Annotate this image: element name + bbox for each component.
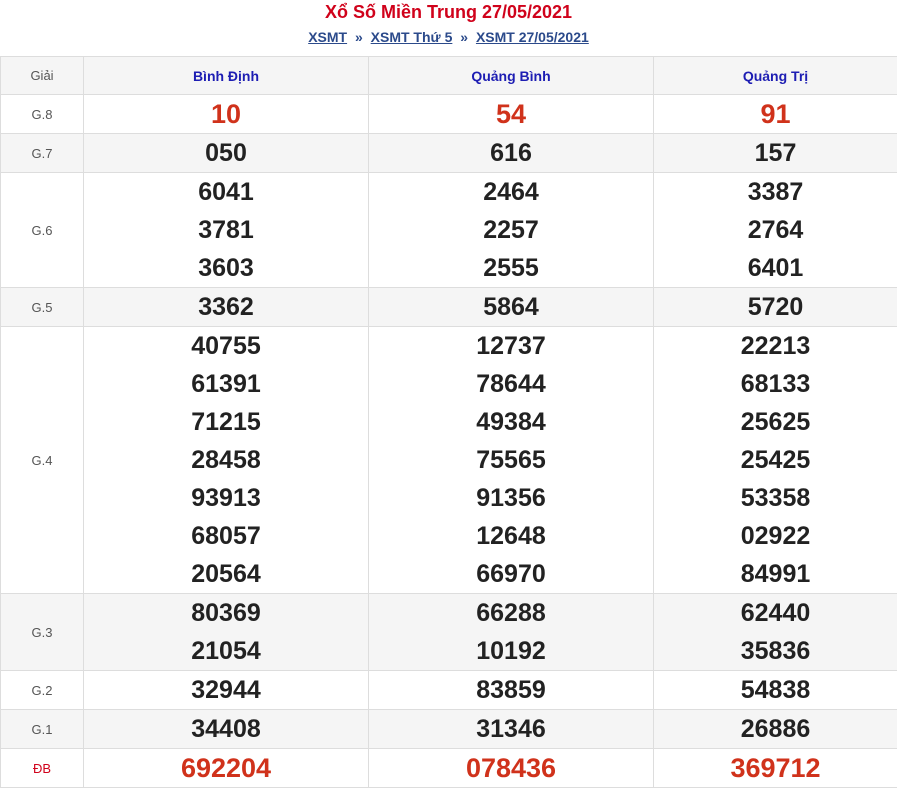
prize-cell-quang-binh bbox=[369, 749, 654, 788]
province-header-quang-tri[interactable]: Quảng Trị bbox=[654, 57, 897, 95]
prize-number: 10192 bbox=[476, 637, 546, 665]
prize-number: 61391 bbox=[191, 370, 261, 398]
results-table bbox=[0, 56, 897, 788]
breadcrumb-link-xsmt[interactable]: XSMT bbox=[308, 29, 348, 45]
prize-number: 157 bbox=[754, 139, 797, 167]
prize-number: 25425 bbox=[740, 446, 811, 474]
province-header-quang-binh[interactable]: Quảng Bình bbox=[369, 57, 654, 95]
prize-number: 369712 bbox=[730, 753, 821, 783]
prize-row bbox=[1, 288, 897, 327]
prize-cell-binh-dinh bbox=[84, 288, 369, 327]
prize-cell-quang-tri bbox=[654, 710, 897, 749]
prize-number: 12648 bbox=[476, 522, 546, 550]
prize-number: 6401 bbox=[747, 254, 804, 282]
prize-number: 3781 bbox=[198, 216, 254, 244]
prize-number: 3362 bbox=[198, 293, 254, 321]
prize-label: ĐB bbox=[1, 749, 84, 788]
prize-number: 54 bbox=[495, 99, 527, 129]
prize-number: 78644 bbox=[476, 370, 546, 398]
prize-row bbox=[1, 327, 897, 594]
prize-cell-binh-dinh bbox=[84, 134, 369, 173]
prize-column-header: Giải bbox=[1, 57, 84, 95]
prize-number: 12737 bbox=[476, 332, 546, 360]
prize-cell-binh-dinh bbox=[84, 95, 369, 134]
prize-number: 050 bbox=[205, 139, 247, 167]
prize-label: G.2 bbox=[1, 671, 84, 710]
prize-cell-quang-binh bbox=[369, 594, 654, 671]
prize-number: 91 bbox=[760, 99, 791, 129]
prize-cell-quang-tri bbox=[654, 134, 897, 173]
prize-number: 3603 bbox=[198, 254, 254, 282]
prize-number: 31346 bbox=[476, 715, 546, 743]
breadcrumb-separator: » bbox=[354, 29, 363, 45]
prize-number: 21054 bbox=[191, 637, 261, 665]
prize-number: 6041 bbox=[198, 178, 254, 206]
prize-number: 54838 bbox=[740, 676, 811, 704]
prize-number: 28458 bbox=[191, 446, 261, 474]
prize-number: 2764 bbox=[747, 216, 804, 244]
prize-number: 078436 bbox=[465, 753, 557, 783]
prize-cell-binh-dinh bbox=[84, 671, 369, 710]
prize-number: 66970 bbox=[476, 560, 546, 588]
prize-cell-binh-dinh bbox=[84, 710, 369, 749]
breadcrumb-separator: » bbox=[460, 29, 469, 45]
prize-cell-binh-dinh bbox=[84, 327, 369, 594]
prize-cell-binh-dinh bbox=[84, 749, 369, 788]
prize-number: 22213 bbox=[740, 332, 811, 360]
prize-number: 91356 bbox=[476, 484, 546, 512]
prize-number: 68057 bbox=[191, 522, 261, 550]
prize-number: 62440 bbox=[740, 599, 811, 627]
prize-number: 616 bbox=[490, 139, 532, 167]
prize-number: 20564 bbox=[191, 560, 261, 588]
prize-cell-binh-dinh bbox=[84, 594, 369, 671]
prize-number: 2555 bbox=[483, 254, 539, 282]
prize-number: 68133 bbox=[740, 370, 811, 398]
prize-number: 34408 bbox=[191, 715, 261, 743]
prize-number: 53358 bbox=[740, 484, 811, 512]
prize-cell-quang-binh bbox=[369, 288, 654, 327]
breadcrumb-link-xsmt-thu5[interactable]: XSMT Thứ 5 bbox=[370, 29, 453, 45]
prize-number: 25625 bbox=[740, 408, 811, 436]
prize-row bbox=[1, 749, 897, 788]
prize-row bbox=[1, 173, 897, 288]
prize-cell-quang-tri bbox=[654, 288, 897, 327]
prize-number: 32944 bbox=[191, 676, 261, 704]
prize-cell-quang-binh bbox=[369, 95, 654, 134]
prize-cell-quang-binh bbox=[369, 173, 654, 288]
breadcrumb-link-xsmt-date[interactable]: XSMT 27/05/2021 bbox=[475, 29, 589, 45]
prize-number: 66288 bbox=[476, 599, 546, 627]
prize-label: G.8 bbox=[1, 95, 84, 134]
page-title: Xổ Số Miền Trung 27/05/2021 bbox=[324, 2, 573, 22]
prize-cell-quang-binh bbox=[369, 327, 654, 594]
prize-number: 2464 bbox=[483, 178, 539, 206]
prize-number: 35836 bbox=[740, 637, 811, 665]
prize-number: 40755 bbox=[191, 332, 261, 360]
prize-number: 83859 bbox=[476, 676, 546, 704]
prize-row bbox=[1, 95, 897, 134]
prize-label: G.6 bbox=[1, 173, 84, 288]
prize-cell-quang-tri bbox=[654, 95, 897, 134]
prize-cell-quang-binh bbox=[369, 671, 654, 710]
prize-number: 3387 bbox=[747, 178, 804, 206]
prize-number: 75565 bbox=[476, 446, 546, 474]
prize-label: G.1 bbox=[1, 710, 84, 749]
prize-row bbox=[1, 594, 897, 671]
prize-number: 5864 bbox=[483, 293, 539, 321]
prize-number: 49384 bbox=[476, 408, 546, 436]
province-header-binh-dinh[interactable]: Bình Định bbox=[84, 57, 369, 95]
prize-number: 5720 bbox=[747, 293, 804, 321]
prize-label: G.3 bbox=[1, 594, 84, 671]
prize-label: G.7 bbox=[1, 134, 84, 173]
prize-cell-quang-tri bbox=[654, 173, 897, 288]
header-row bbox=[1, 57, 897, 95]
prize-number: 93913 bbox=[191, 484, 261, 512]
prize-number: 71215 bbox=[191, 408, 261, 436]
prize-cell-quang-tri bbox=[654, 749, 897, 788]
prize-cell-quang-binh bbox=[369, 710, 654, 749]
prize-number: 80369 bbox=[191, 599, 261, 627]
prize-number: 26886 bbox=[740, 715, 811, 743]
prize-number: 10 bbox=[210, 99, 242, 129]
breadcrumb bbox=[0, 24, 897, 56]
prize-label: G.5 bbox=[1, 288, 84, 327]
prize-cell-quang-tri bbox=[654, 671, 897, 710]
prize-number: 02922 bbox=[740, 522, 811, 550]
prize-number: 84991 bbox=[740, 560, 811, 588]
prize-number: 692204 bbox=[180, 753, 272, 783]
prize-cell-binh-dinh bbox=[84, 173, 369, 288]
prize-cell-quang-binh bbox=[369, 134, 654, 173]
prize-row bbox=[1, 671, 897, 710]
prize-number: 2257 bbox=[483, 216, 539, 244]
prize-label: G.4 bbox=[1, 327, 84, 594]
prize-row bbox=[1, 134, 897, 173]
prize-cell-quang-tri bbox=[654, 327, 897, 594]
prize-cell-quang-tri bbox=[654, 594, 897, 671]
prize-row bbox=[1, 710, 897, 749]
